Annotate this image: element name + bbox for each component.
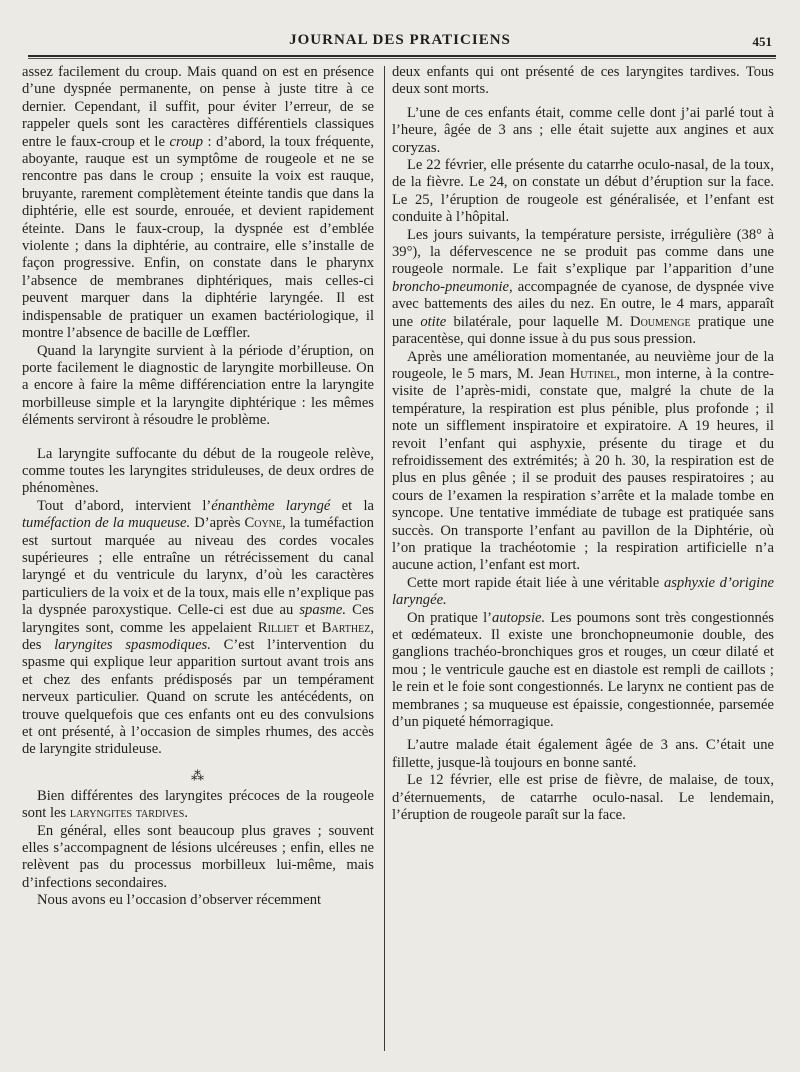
right-column [392,64,774,824]
paragraph: deux enfants qui ont présenté de ces laryngites tardives. Tous deux sont morts. [392,64,774,98]
left-column [22,64,374,910]
paragraph: assez facilement du croup. Mais quand on est en présence d’une dyspnée permanente, on pense à juste titre à ce dernier. Cependant, il suffit, pour éviter l’erreur, de se rappeler quels sont les caractères différentiels classiques entre le faux-croup et le croup : d’abord, la toux fréquente, aboyante, rauque est un symptôme de rougeole et ne se rencontre pas dans le croup ; ensuite la voix est rauque, bruyante, rarement complètement éteinte tandis que dans la diphtérie, elle est sourde, enrouée, et devient rapidement éteinte. Dans le faux-croup, la dyspnée est d’emblée violente ; dans la diphtérie, au contraire, elle s’installe de façon progressive. Enfin, on constate dans le pharynx l’absence de membranes diphtériques, mais celles-ci peuvent marquer dans la diphtérie laryngée. Il est indispensable de pratiquer un examen bactériologique, il montre l’absence de bacille de Lœffler. [22,64,375,342]
paragraph: Tout d’abord, intervient l’énanthème laryngé et la tuméfaction de la muqueuse. D’après Coyne, la tuméfaction est surtout marquée au niveau des cordes vocales supérieures ; elle entraîne un rétrécissement du canal laryngé et du ventricule du larynx, d’où les caractères particuliers de la voix et de la toux, mais elle n’explique pas la dyspnée paroxystique. Celle-ci est due au spasme. Ces laryngites sont, comme les appelaient Rilliet et Barthez, des laryngites spasmodiques. C’est l’intervention du spasme qui explique leur apparition surtout avant trois ans et chez des enfants prédisposés par un tempérament nerveux particulier. Quand on scrute les antécédents, on trouve quelquefois que ces enfants ont eu des convulsions et ont présenté, à l’occasion de simples rhumes, des accès de laryngite striduleuse. [22,497,374,758]
header-rule-thin [28,58,776,59]
paragraph: En général, elles sont beaucoup plus graves ; souvent elles s’accompagnent de lésions ulcéreuses ; enfin, elles ne relèvent pas du processus morbilleux lui-même, mais d’infections secondaires. [22,822,374,891]
paragraph: Nous avons eu l’occasion d’observer récemment [37,892,322,909]
paragraph: Cette mort rapide était liée à une véritable asphyxie d’origine laryngée. [392,574,774,609]
paragraph: Quand la laryngite survient à la période d’éruption, on porte facilement le diagnostic de laryngite morbilleuse. On a encore à faire la même différenciation entre la laryngite morbilleuse simple et la laryngite diphtérique : les mêmes éléments serviront à résoudre le problème. [22,342,374,429]
section-separator: ⁂ [191,767,205,783]
column-divider [384,66,385,1051]
page-number: 451 [752,34,772,49]
page-header [28,28,772,54]
paragraph: Les jours suivants, la température persiste, irrégulière (38° à 39°), la défervescence ne se produit pas comme dans une rougeole normale. Le fait s’explique par l’apparition d’une broncho-pneumonie, accompagnée de cyanose, de dyspnée vive avec battements des ailes du nez. En outre, le 4 mars, apparaît une otite bilatérale, pour laquelle M. Doumenge pratique une paracentèse, qui donne issue à du pus sous pression. [392,226,774,348]
paragraph: On pratique l’autopsie. Les poumons sont très congestionnés et œdémateux. Il existe une bronchopneumonie double, des ganglions trachéo-bronchiques gros et rouges, un cœur dilaté et mou ; le ventricule gauche est en diastole est rempli de caillots ; le rein et le foie sont congestionnés. Le larynx ne contient pas de membranes ; sa muqueuse est épaissie, congestionnée, parsemée d’un piqueté hémorragique. [392,609,774,731]
paragraph: L’une de ces enfants était, comme celle dont j’ai parlé tout à l’heure, âgée de 3 ans ; elle était sujette aux angines et aux coryzas. [392,104,774,156]
header-rule [28,55,776,57]
paragraph: Bien différentes des laryngites précoces de la rougeole sont les laryngites tardives. [22,787,374,822]
journal-title: JOURNAL DES PRATICIENS [289,32,511,48]
paragraph: Le 22 février, elle présente du catarrhe oculo-nasal, de la toux, de la fièvre. Le 24, on constate un début d’éruption sur la face. Le 25, l’éruption de rougeole est généralisée, et l’enfant est conduite à l’hôpital. [392,157,774,226]
paragraph: L’autre malade était également âgée de 3 ans. C’était une fillette, jusque-là toujours en bonne santé. [392,737,774,771]
paragraph: Le 12 février, elle est prise de fièvre, de malaise, de toux, d’éternuements, de catarrhe oculo-nasal. Le lendemain, l’éruption de rougeole paraît sur la face. [392,772,774,824]
paragraph: Après une amélioration momentanée, au neuvième jour de la rougeole, le 5 mars, M. Jean Hutinel, mon interne, à la contre-visite de l’après-midi, constate que, malgré la chute de la température, la respiration est plus pénible, plus profonde ; il note un sifflement inspiratoire et expiratoire. A 19 heures, il revoit l’enfant qui asphyxie, présente du tirage et du refroidissement des extrémités; à 20 h. 30, la respiration est de plus en plus gênée ; il se produit des pauses respiratoires ; au cours de l’examen la respiration s’arrête et la malade tombe en syncope. Une tentative immédiate de tubage est pratiquée sans succès. On transporte l’enfant au pavillon de la Diphtérie, où l’on pratique la trachéotomie ; la respiration artificielle n’a aucune action, l’enfant est mort. [392,348,774,574]
paragraph: La laryngite suffocante du début de la rougeole relève, comme toutes les laryngites striduleuses, de deux ordres de phénomènes. [22,445,374,497]
